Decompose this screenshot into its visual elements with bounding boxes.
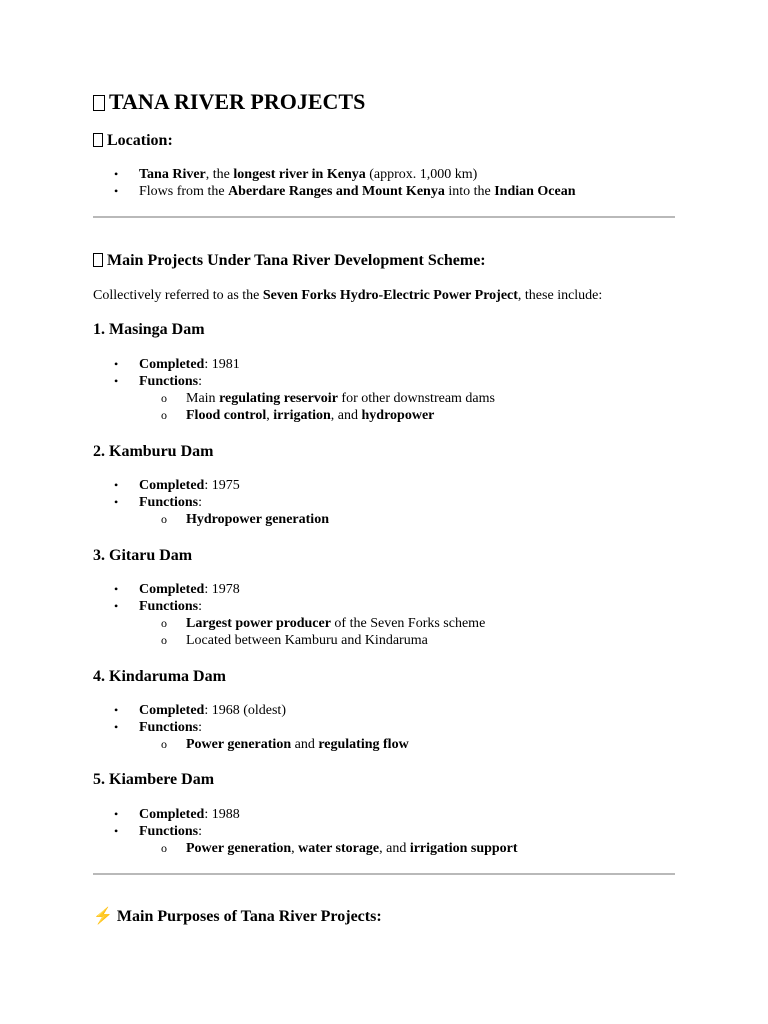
missing-glyph-icon [93, 133, 103, 147]
sub-bullet: o [161, 841, 167, 855]
dam-completed: Completed: 1975 [139, 478, 240, 493]
sub-bullet: o [161, 616, 167, 630]
sub-bullet: o [161, 408, 167, 422]
dam-completed: Completed: 1988 [139, 807, 240, 822]
bullet: • [114, 582, 119, 596]
dam-function-item: Flood control, irrigation, and hydropower [186, 408, 435, 423]
bullet: • [114, 495, 119, 509]
main-projects-intro: Collectively referred to as the Seven Forks Hydro-Electric Power Project, these include: [93, 288, 603, 303]
bullet: • [114, 599, 119, 613]
dam-function-item: Hydropower generation [186, 512, 329, 527]
sub-bullet: o [161, 391, 167, 405]
bullet: • [114, 357, 119, 371]
missing-glyph-icon [93, 253, 103, 267]
dam-completed: Completed: 1968 (oldest) [139, 703, 286, 718]
bullet: • [114, 478, 119, 492]
purposes-heading: ⚡ Main Purposes of Tana River Projects: [93, 908, 382, 925]
dam-title: 4. Kindaruma Dam [93, 668, 226, 685]
lightning-icon: ⚡ [93, 908, 113, 925]
dam-functions: Functions: [139, 599, 203, 614]
location-heading: Location: [93, 131, 173, 151]
dam-function-item: Located between Kamburu and Kindaruma [186, 633, 428, 648]
bullet: • [114, 184, 119, 198]
dam-title: 5. Kiambere Dam [93, 771, 215, 788]
bullet: • [114, 720, 119, 734]
sub-bullet: o [161, 737, 167, 751]
dam-function-item: Power generation, water storage, and irrigation support [186, 841, 518, 856]
dam-functions: Functions: [139, 720, 203, 735]
bullet: • [114, 374, 119, 388]
location-item-1: Tana River, the longest river in Kenya (approx. 1,000 km) [139, 167, 478, 182]
sub-bullet: o [161, 633, 167, 647]
main-projects-heading: Main Projects Under Tana River Development Scheme: [93, 251, 486, 271]
sub-bullet: o [161, 512, 167, 526]
divider [93, 216, 675, 218]
bullet: • [114, 167, 119, 181]
bullet: • [114, 807, 119, 821]
dam-title: 1. Masinga Dam [93, 321, 205, 338]
dam-title: 2. Kamburu Dam [93, 443, 214, 460]
dam-function-item: Power generation and regulating flow [186, 737, 409, 752]
dam-functions: Functions: [139, 495, 203, 510]
dam-functions: Functions: [139, 824, 203, 839]
dam-completed: Completed: 1978 [139, 582, 240, 597]
location-item-2: Flows from the Aberdare Ranges and Mount Kenya into the Indian Ocean [139, 184, 576, 199]
dam-function-item: Largest power producer of the Seven Forks scheme [186, 616, 486, 631]
bullet: • [114, 824, 119, 838]
dam-function-item: Main regulating reservoir for other downstream dams [186, 391, 495, 406]
dam-title: 3. Gitaru Dam [93, 547, 193, 564]
page-title: TANA RIVER PROJECTS [93, 90, 365, 114]
dam-functions: Functions: [139, 374, 203, 389]
bullet: • [114, 703, 119, 717]
dam-completed: Completed: 1981 [139, 357, 240, 372]
divider [93, 873, 675, 875]
missing-glyph-icon [93, 95, 105, 111]
